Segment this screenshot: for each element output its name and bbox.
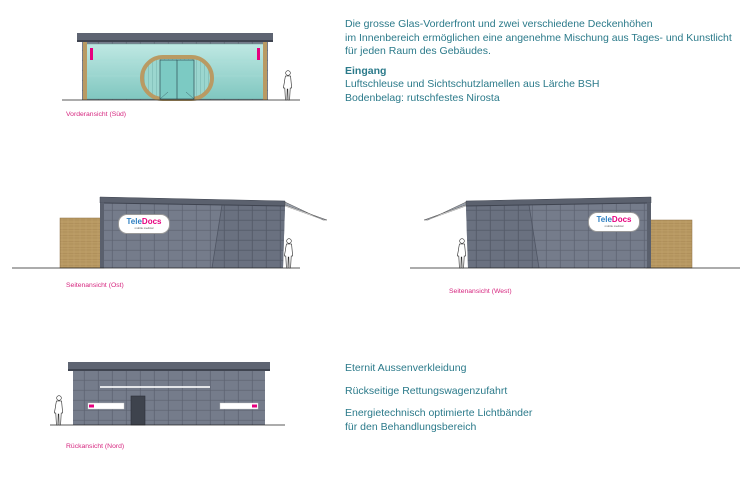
front-elevation <box>62 33 300 100</box>
intro-text <box>345 18 745 105</box>
caption-rear: Rückansicht (Nord) <box>66 443 125 450</box>
caption-east: Seitenansicht (Ost) <box>66 282 124 289</box>
logo-tagline: mobile medical <box>604 224 624 228</box>
logo-tagline: mobile medical <box>134 226 154 230</box>
entrance-line-1: Luftschleuse und Sichtschutzlamellen aus Lärche BSH <box>345 78 600 90</box>
intro-line-3: für jeden Raum des Gebäudes. <box>345 45 491 57</box>
entrance-line-2: Bodenbelag: rutschfestes Nirosta <box>345 91 500 104</box>
note-ambulance: Rückseitige Rettungswagenzufahrt <box>345 384 508 397</box>
caption-west: Seitenansicht (West) <box>449 288 512 295</box>
logo-docs: Docs <box>611 215 632 224</box>
teledocs-logo-east <box>118 214 170 234</box>
logo-docs: Docs <box>141 217 162 226</box>
intro-line-2: im Innenbereich ermöglichen eine angenehme Mischung aus Tages- und Kunstlicht <box>345 31 732 44</box>
rear-elevation <box>50 362 285 425</box>
intro-line-1: Die grosse Glas-Vorderfront und zwei verschiedene Deckenhöhen <box>345 18 653 30</box>
notes-text <box>345 362 745 434</box>
note-light-line-1: Energietechnisch optimierte Lichtbänder <box>345 407 533 419</box>
entrance-heading: Eingang <box>345 64 387 77</box>
logo-tele: Tele <box>596 215 612 224</box>
note-light-line-2: für den Behandlungsbereich <box>345 420 477 433</box>
caption-front: Vorderansicht (Süd) <box>66 111 127 118</box>
east-elevation <box>12 197 327 268</box>
teledocs-logo-west <box>588 212 640 232</box>
note-cladding: Eternit Aussenverkleidung <box>345 362 467 374</box>
west-elevation <box>410 197 740 268</box>
logo-tele: Tele <box>126 217 142 226</box>
